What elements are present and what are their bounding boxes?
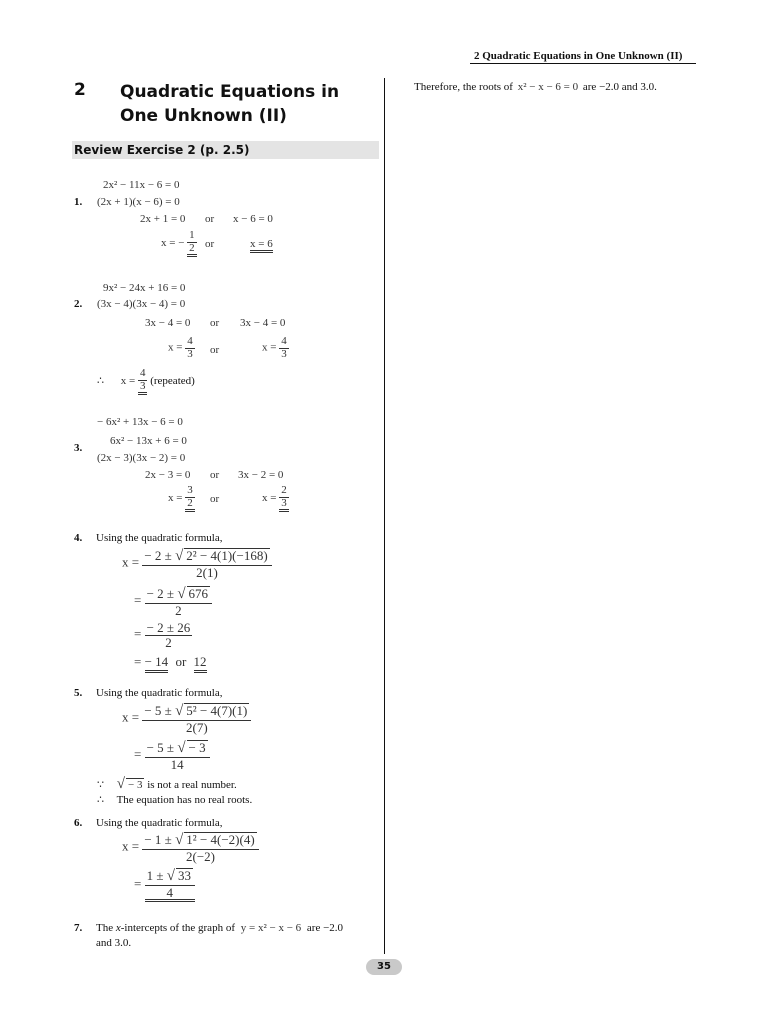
q4-answer-1: − 14 <box>145 654 169 673</box>
q2-xeq-b: x = <box>262 341 277 354</box>
q6-number: 6. <box>74 817 83 829</box>
q2-number: 2. <box>74 298 83 310</box>
q5-intro: Using the quadratic formula, <box>96 687 223 699</box>
q4-f2-pre: − 2 ± <box>146 586 175 601</box>
sqrt-symbol: √ <box>166 868 175 884</box>
q5-f2-pre: − 5 ± <box>146 740 175 755</box>
q4-or: or <box>175 654 187 669</box>
q3-or-2: or <box>210 493 220 505</box>
q1-line3a: 2x + 1 = 0 <box>140 213 186 225</box>
q2-num-b: 4 <box>281 335 287 347</box>
q2-line3b: 3x − 4 = 0 <box>240 317 286 329</box>
chapter-number: 2 <box>74 80 86 100</box>
q5-f1-radicand: 5² − 4(7)(1) <box>186 703 248 718</box>
q2-repeated: (repeated) <box>150 375 195 388</box>
chapter-title <box>120 80 360 128</box>
sqrt-symbol: √ <box>116 776 125 792</box>
sqrt-symbol: √ <box>177 740 186 756</box>
sqrt-symbol: √ <box>175 703 184 719</box>
q4-f2-den: 2 <box>145 603 212 618</box>
section-heading: Review Exercise 2 (p. 2.5) <box>72 141 379 159</box>
q1-line2: (2x + 1)(x − 6) = 0 <box>97 196 180 208</box>
q4-eq-2: = <box>134 626 142 642</box>
q5-note2-text: The equation has no real roots. <box>116 794 253 806</box>
q5-f2-den: 14 <box>145 757 210 772</box>
q6-xeq: x = <box>122 838 140 854</box>
q4-intro: Using the quadratic formula, <box>96 532 223 544</box>
q2-line2: (3x − 4)(3x − 4) = 0 <box>97 298 186 310</box>
q4-number: 4. <box>74 532 83 544</box>
q7-text-x: x <box>115 922 121 934</box>
q3-or-1: or <box>210 469 220 481</box>
q1-den: 2 <box>187 242 197 258</box>
right-col-text-b: are −2.0 and 3.0. <box>582 81 657 93</box>
q2-xeq-c: x = <box>120 375 136 388</box>
q3-root2 <box>262 485 289 512</box>
q5-note1-text: is not a real number. <box>147 779 237 791</box>
q3-den-a: 2 <box>185 497 195 513</box>
q5-step2 <box>134 740 210 771</box>
q2-line3a: 3x − 4 = 0 <box>145 317 191 329</box>
sqrt-symbol: √ <box>175 548 184 564</box>
q1-root2 <box>250 238 273 250</box>
chapter-title-line2: One Unknown (II) <box>120 106 287 126</box>
q4-eq-1: = <box>134 592 142 608</box>
q4-f1-pre: − 2 ± <box>144 548 172 563</box>
q2-den-b: 3 <box>281 347 287 360</box>
q6-step1 <box>122 832 259 863</box>
q3-xeq-a: x = <box>168 492 183 505</box>
q4-f3-den: 2 <box>145 635 193 650</box>
because-symbol: ∵ <box>97 779 104 791</box>
page-number: 35 <box>366 959 402 975</box>
q4-f1-den: 2(1) <box>142 565 271 580</box>
q1-number: 1. <box>74 196 83 208</box>
q5-number: 5. <box>74 687 83 699</box>
q1-xeq2: x = 6 <box>250 238 273 253</box>
q7-text-c: are −2.0 <box>306 922 344 934</box>
q2-den-c: 3 <box>138 380 148 396</box>
header-rule <box>470 63 696 64</box>
q4-f1-radicand: 2² − 4(1)(−168) <box>186 548 268 563</box>
sqrt-symbol: √ <box>177 586 186 602</box>
sqrt-symbol: √ <box>175 832 184 848</box>
q5-note1 <box>97 776 237 793</box>
q2-root1 <box>168 336 195 360</box>
q2-den-a: 3 <box>187 347 193 360</box>
q7-number: 7. <box>74 922 83 934</box>
q1-num: 1 <box>189 229 195 241</box>
q3-root1 <box>168 485 195 512</box>
q3-xeq-b: x = <box>262 492 277 505</box>
chapter-title-line1: Quadratic Equations in <box>120 82 340 102</box>
right-col-text-a: Therefore, the roots of <box>414 81 513 93</box>
q4-eq-3: = <box>134 654 142 669</box>
q5-f2-radicand: − 3 <box>188 740 206 755</box>
q1-or-2: or <box>205 238 215 250</box>
q3-line1: − 6x² + 13x − 6 = 0 <box>97 416 183 428</box>
q1-root1 <box>161 230 197 257</box>
column-divider <box>384 78 385 954</box>
q5-note-radicand: − 3 <box>127 779 143 791</box>
q7-line1 <box>96 922 343 934</box>
q3-line2: 6x² − 13x + 6 = 0 <box>110 435 187 447</box>
q7-line2: and 3.0. <box>96 937 132 949</box>
q6-f1-den: 2(−2) <box>142 849 258 864</box>
q4-xeq: x = <box>122 554 140 570</box>
q4-answer <box>134 654 207 670</box>
q3-line3: (2x − 3)(3x − 2) = 0 <box>97 452 186 464</box>
q4-step2 <box>134 586 212 617</box>
q6-intro: Using the quadratic formula, <box>96 817 223 829</box>
q2-num-a: 4 <box>187 335 193 347</box>
q4-f2-radicand: 676 <box>188 586 209 601</box>
q6-f1-pre: − 1 ± <box>144 832 172 847</box>
q5-f1-pre: − 5 ± <box>144 703 172 718</box>
q3-line4a: 2x − 3 = 0 <box>145 469 191 481</box>
q2-root2 <box>262 336 289 360</box>
q4-answer-2: 12 <box>194 654 207 673</box>
right-col-conclusion <box>414 81 657 93</box>
q2-conclusion <box>97 368 195 395</box>
q6-step2 <box>134 868 195 902</box>
q6-f2-radicand: 33 <box>177 868 191 883</box>
q6-f2-pre: 1 ± <box>146 868 164 883</box>
running-header: 2 Quadratic Equations in One Unknown (II) <box>474 50 683 62</box>
q5-xeq: x = <box>122 709 140 725</box>
q5-note2 <box>97 793 252 806</box>
q2-or-1: or <box>210 317 220 329</box>
therefore-symbol: ∴ <box>97 794 104 806</box>
q4-f3-num: − 2 ± 26 <box>146 620 191 635</box>
q6-f2-den: 4 <box>145 885 195 903</box>
q2-xeq-a: x = <box>168 341 183 354</box>
q5-step1 <box>122 703 251 734</box>
q3-line4b: 3x − 2 = 0 <box>238 469 284 481</box>
q3-den-b: 3 <box>279 497 289 513</box>
right-col-equation: x² − x − 6 = 0 <box>517 81 579 93</box>
q5-f1-den: 2(7) <box>142 720 251 735</box>
q1-or-1: or <box>205 213 215 225</box>
q3-num-b: 2 <box>281 484 287 496</box>
q7-equation: y = x² − x − 6 <box>240 922 302 934</box>
q2-num-c: 4 <box>139 367 146 379</box>
q3-number: 3. <box>74 442 83 454</box>
q6-f1-radicand: 1² − 4(−2)(4) <box>186 832 255 847</box>
q1-xeq: x = − <box>161 237 185 250</box>
q3-num-a: 3 <box>187 484 193 496</box>
therefore-symbol: ∴ <box>97 375 104 388</box>
q5-eq-1: = <box>134 746 142 762</box>
q6-eq-1: = <box>134 876 142 892</box>
q4-step1 <box>122 548 272 579</box>
q7-text-a: The <box>96 922 114 934</box>
q2-or-2: or <box>210 344 220 356</box>
q7-text-b: -intercepts of the graph of <box>120 922 235 934</box>
q2-line1: 9x² − 24x + 16 = 0 <box>103 282 186 294</box>
q4-step3 <box>134 621 192 649</box>
q1-line3b: x − 6 = 0 <box>233 213 273 225</box>
q1-line1: 2x² − 11x − 6 = 0 <box>103 179 180 191</box>
